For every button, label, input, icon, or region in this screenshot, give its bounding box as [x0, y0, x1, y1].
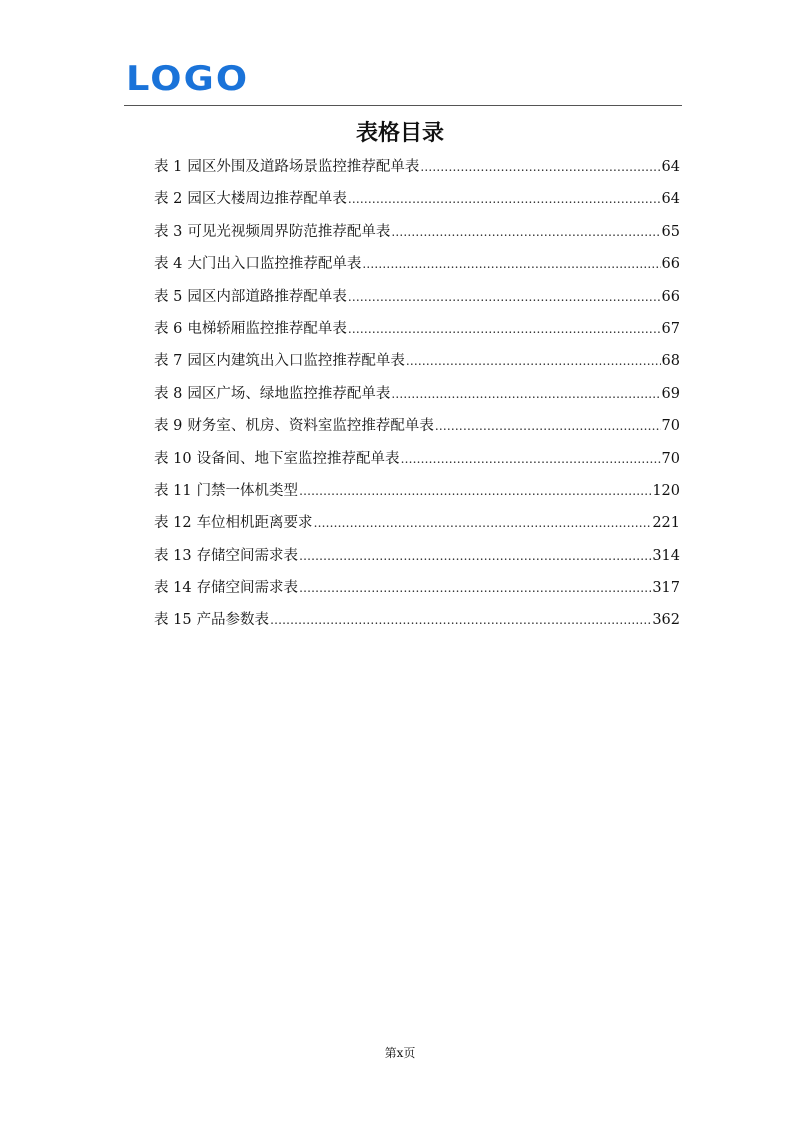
toc-entry-page: 66 [661, 288, 680, 305]
toc-entry-text: 门禁一体机类型 [196, 482, 299, 499]
toc-entry-label [154, 610, 269, 630]
toc-entry-text: 园区广场、绿地监控推荐配单表 [187, 385, 391, 402]
toc-entry-8[interactable] [154, 384, 680, 416]
toc-entry-text: 电梯轿厢监控推荐配单表 [187, 320, 347, 337]
toc-entry-3[interactable] [154, 222, 680, 254]
dot-leader [348, 287, 661, 307]
toc-entry-text: 车位相机距离要求 [196, 515, 313, 532]
dot-leader [299, 481, 651, 501]
toc-entry-label [154, 384, 390, 404]
dot-leader [299, 546, 651, 566]
dot-leader [348, 189, 661, 209]
toc-entry-6[interactable] [154, 319, 680, 351]
dot-leader [348, 319, 661, 339]
toc-entry-label [154, 351, 405, 371]
toc-entry-14[interactable] [154, 578, 680, 610]
toc-entry-page: 70 [661, 418, 680, 435]
toc-entry-page: 221 [652, 515, 680, 532]
toc-entry-page: 317 [652, 580, 680, 597]
dot-leader [435, 416, 661, 436]
toc-entry-number: 表 14 [154, 580, 192, 597]
toc-entry-text: 大门出入口监控推荐配单表 [187, 256, 362, 273]
toc-entry-page: 69 [661, 385, 680, 402]
toc-entry-label [154, 546, 298, 566]
toc-entry-label [154, 222, 390, 242]
logo: LOGO [126, 59, 250, 99]
toc-entry-text: 园区大楼周边推荐配单表 [187, 191, 347, 208]
header-divider [124, 105, 682, 106]
toc-entry-label [154, 189, 347, 209]
toc-entry-page: 362 [652, 612, 680, 629]
toc-entry-page: 65 [661, 223, 680, 240]
toc-entry-label [154, 319, 347, 339]
toc-entry-number: 表 9 [154, 418, 183, 435]
toc-entry-number: 表 8 [154, 385, 183, 402]
toc-entry-number: 表 11 [154, 482, 192, 499]
toc-entry-page: 66 [661, 256, 680, 273]
dot-leader [406, 351, 661, 371]
toc-entry-number: 表 13 [154, 547, 192, 564]
toc-entry-2[interactable] [154, 189, 680, 221]
toc-entry-number: 表 3 [154, 223, 183, 240]
dot-leader [314, 513, 652, 533]
table-of-contents [154, 157, 680, 643]
page-number-footer: 第x页 [384, 1046, 416, 1060]
toc-entry-7[interactable] [154, 351, 680, 383]
toc-entry-1[interactable] [154, 157, 680, 189]
toc-entry-11[interactable] [154, 481, 680, 513]
toc-entry-number: 表 6 [154, 320, 183, 337]
toc-entry-10[interactable] [154, 449, 680, 481]
toc-entry-text: 产品参数表 [196, 612, 270, 629]
dot-leader [401, 449, 661, 469]
toc-entry-label [154, 287, 347, 307]
toc-entry-9[interactable] [154, 416, 680, 448]
toc-entry-label [154, 513, 313, 533]
toc-entry-text: 可见光视频周界防范推荐配单表 [187, 223, 391, 240]
toc-entry-page: 68 [661, 353, 680, 370]
toc-entry-12[interactable] [154, 513, 680, 545]
toc-entry-label [154, 254, 361, 274]
dot-leader [270, 610, 651, 630]
toc-entry-text: 财务室、机房、资料室监控推荐配单表 [187, 418, 434, 435]
toc-entry-page: 67 [661, 320, 680, 337]
toc-entry-page: 70 [661, 450, 680, 467]
toc-entry-number: 表 2 [154, 191, 183, 208]
dot-leader [391, 384, 660, 404]
toc-entry-page: 120 [652, 482, 680, 499]
toc-entry-label [154, 157, 419, 177]
toc-entry-text: 园区内建筑出入口监控推荐配单表 [187, 353, 405, 370]
toc-entry-number: 表 4 [154, 256, 183, 273]
toc-entry-15[interactable] [154, 610, 680, 642]
toc-entry-5[interactable] [154, 287, 680, 319]
dot-leader [420, 157, 660, 177]
toc-entry-text: 设备间、地下室监控推荐配单表 [196, 450, 400, 467]
toc-entry-number: 表 7 [154, 353, 183, 370]
toc-entry-number: 表 12 [154, 515, 192, 532]
toc-entry-page: 314 [652, 547, 680, 564]
toc-entry-text: 园区内部道路推荐配单表 [187, 288, 347, 305]
toc-entry-13[interactable] [154, 546, 680, 578]
toc-entry-number: 表 5 [154, 288, 183, 305]
toc-entry-text: 园区外围及道路场景监控推荐配单表 [187, 159, 420, 175]
toc-entry-number: 表 1 [154, 159, 183, 175]
toc-entry-page: 64 [661, 191, 680, 208]
toc-entry-page: 64 [661, 159, 680, 175]
toc-entry-number: 表 15 [154, 612, 192, 629]
toc-entry-label [154, 416, 434, 436]
toc-entry-label [154, 449, 400, 469]
toc-entry-text: 存储空间需求表 [196, 547, 299, 564]
toc-entry-4[interactable] [154, 254, 680, 286]
toc-entry-label [154, 481, 298, 501]
toc-entry-text: 存储空间需求表 [196, 580, 299, 597]
dot-leader [391, 222, 660, 242]
dot-leader [362, 254, 660, 274]
page-title: 表格目录 [355, 121, 444, 146]
dot-leader [299, 578, 651, 598]
toc-entry-number: 表 10 [154, 450, 192, 467]
toc-entry-label [154, 578, 298, 598]
